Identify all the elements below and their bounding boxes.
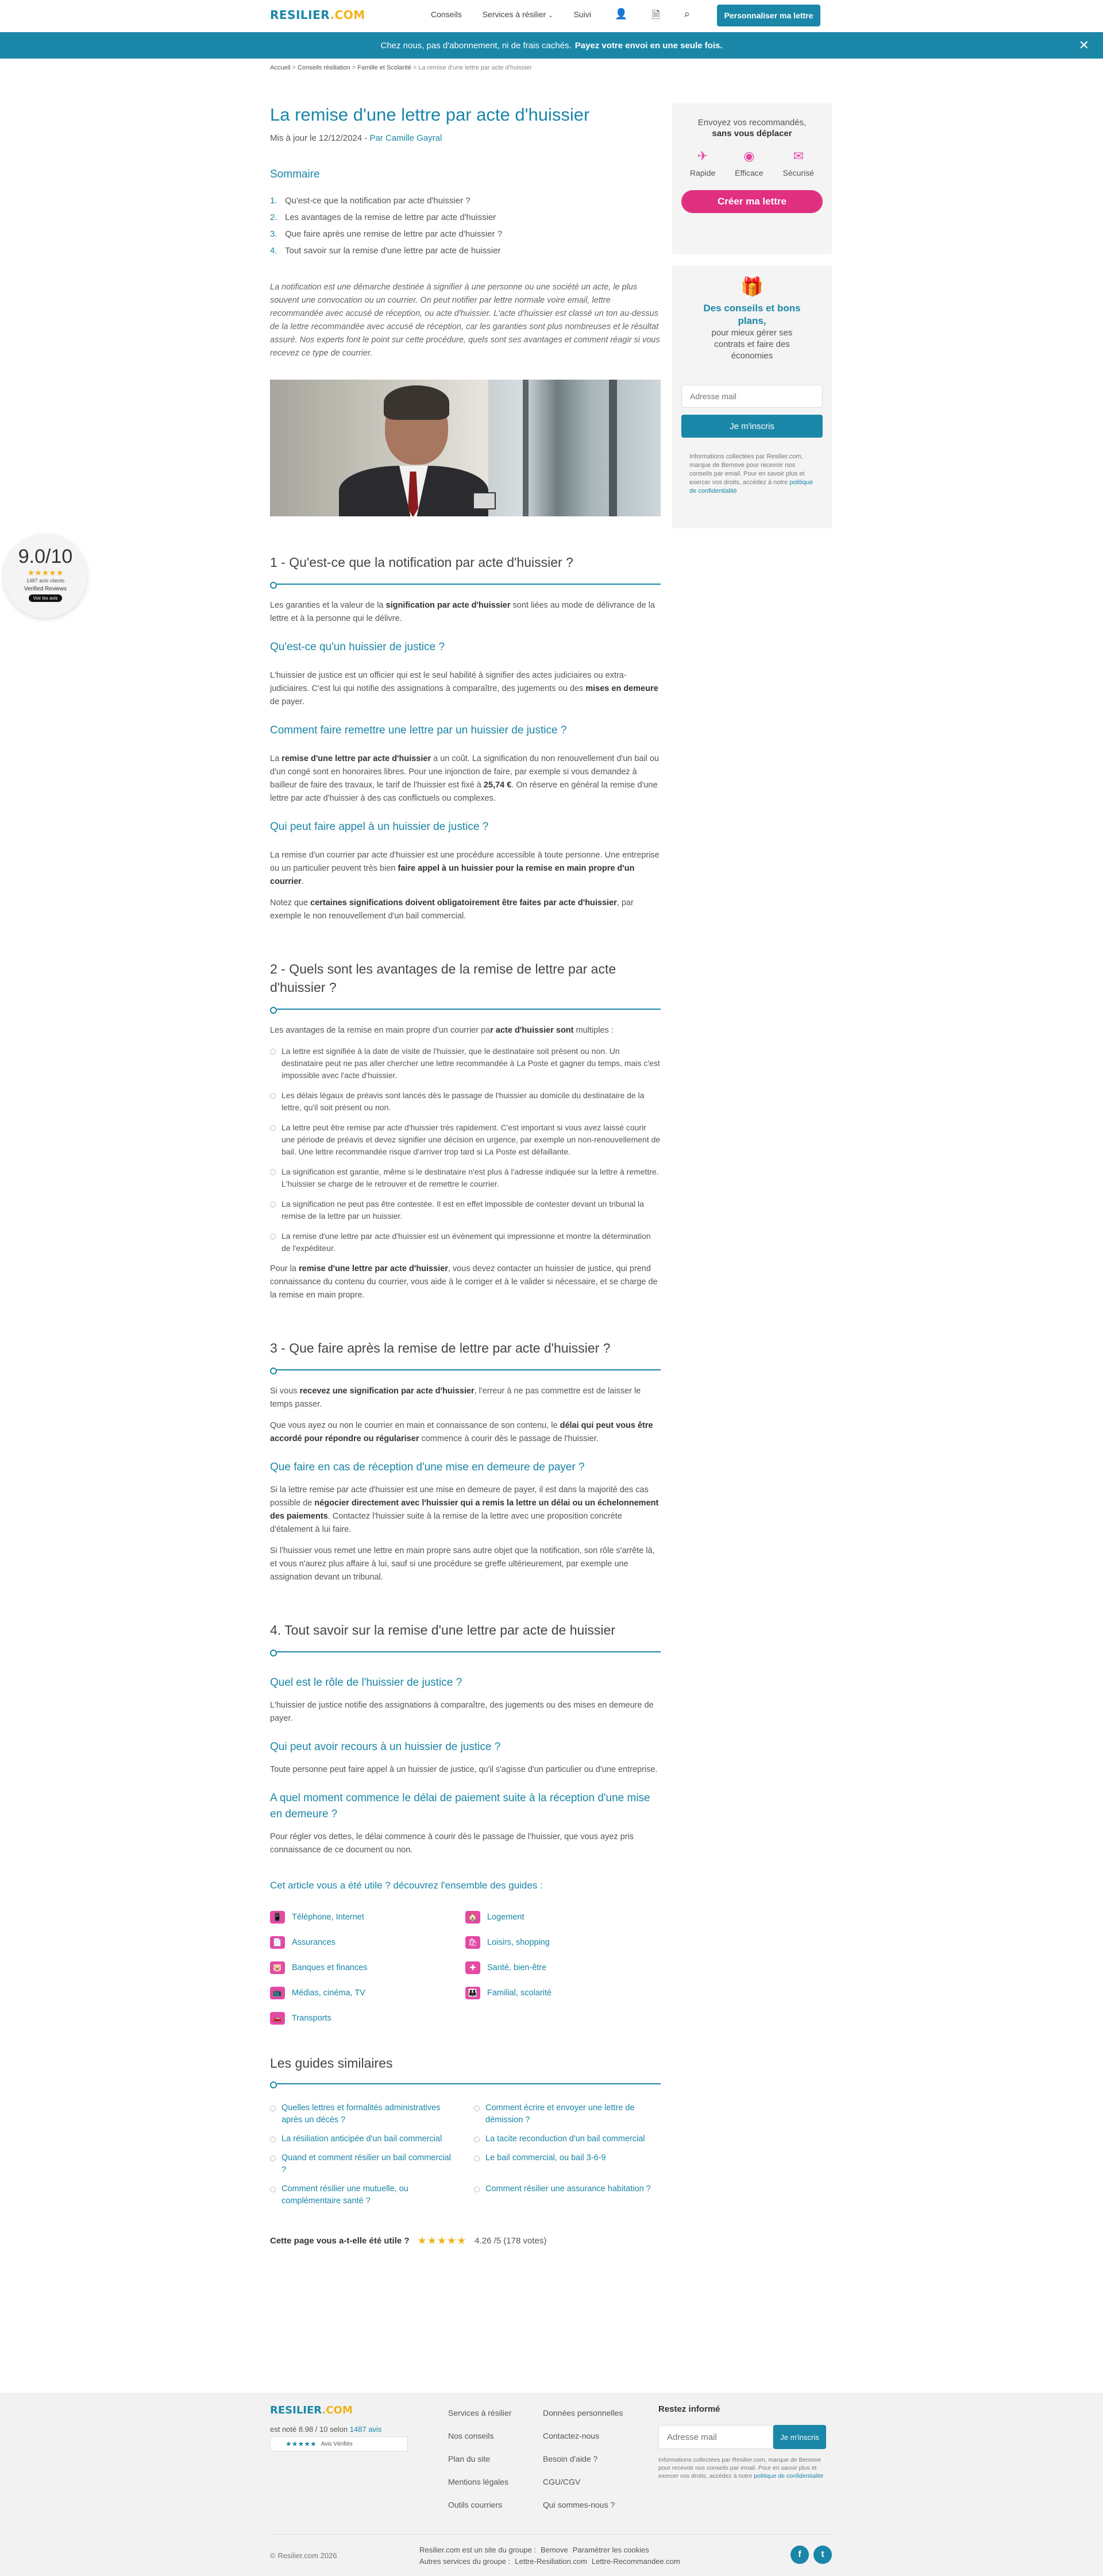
house-icon: 🏠 xyxy=(465,1911,480,1924)
lettre-resiliation-link[interactable]: Lettre-Resiliation.com xyxy=(515,2557,587,2566)
hero-image xyxy=(270,380,661,516)
footer-privacy-link[interactable]: politique de confidentialité xyxy=(754,2473,824,2480)
footer-subscribe-button[interactable]: Je m'inscris xyxy=(773,2425,826,2449)
piggy-bank-icon: 🐷 xyxy=(270,1961,285,1974)
footer-logo[interactable]: RESILIER.COM xyxy=(270,2404,353,2416)
similar-guide-link: Comment résilier une assurance habitation ? xyxy=(474,2183,661,2207)
feature-securise: ✉ Sécurisé xyxy=(782,149,815,177)
nav-services[interactable]: Services à résilier ⌄ xyxy=(482,10,553,19)
subheading: Qui peut avoir recours à un huissier de justice ? xyxy=(270,1741,501,1753)
footer-email-input[interactable] xyxy=(658,2425,773,2449)
privacy-policy-link[interactable]: politique de confidentialité xyxy=(689,479,813,495)
promo-banner xyxy=(0,32,1103,59)
subheading: Comment faire remettre une lettre par un huissier de justice ? xyxy=(270,724,567,736)
review-count: 1487 avis clients xyxy=(26,578,65,584)
breadcrumb-current: La remise d'une lettre par acte d'huissier xyxy=(418,64,532,71)
bemove-link[interactable]: Bemove xyxy=(541,2546,568,2554)
guide-logement[interactable]: 🏠 Logement xyxy=(465,1911,661,1924)
paragraph: Les avantages de la remise en main propre d'un courrier par acte d'huissier sont multiples : xyxy=(270,1026,614,1035)
page-title: La remise d'une lettre par acte d'huissier xyxy=(270,105,590,125)
chevron-down-icon: ⌄ xyxy=(548,13,553,19)
article-intro: La notification est une démarche destinée à signifier à une personne ou une société un acte, le plus souvent une convocation ou un courrier. On peut notifier par lettre normale voire email, lettre recommandée avec accusé de réception, ou acte d'huissier. L'acte d'huissier est classé un ton au-dessus de la lettre recommandée avec accusé de réception, car les garanties sont plus nombreuses et le résultat assuré. Nos experts font le point sur cette procédure, quels sont ses avantages et comment réagir si vous recevez ce type de courrier. xyxy=(270,283,660,358)
search-icon[interactable]: ⌕ xyxy=(684,8,690,20)
paragraph: Si l'huissier vous remet une lettre en main propre sans autre objet que la notification, son rôle s'arrête là, et vous n'aurez plus affaire à lui, sauf si une procédure se greffe ultérieurement, par exemple une assignation devant un tribunal. xyxy=(270,1546,655,1582)
similar-guide-link: Quelles lettres et formalités administratives après un décès ? xyxy=(270,2102,457,2126)
section-4-title: 4. Tout savoir sur la remise d'une lettre par acte de huissier xyxy=(270,1623,615,1637)
create-letter-button[interactable]: Créer ma lettre xyxy=(681,190,823,213)
family-icon: 👪 xyxy=(465,1987,480,1999)
section-divider xyxy=(270,1365,661,1371)
footer-link[interactable]: Outils courriers xyxy=(448,2500,503,2509)
reviews-link[interactable]: 1487 avis xyxy=(349,2425,382,2434)
footer-rating-note: est noté 8.98 / 10 selon 1487 avis xyxy=(270,2425,382,2434)
header-icons xyxy=(615,8,690,25)
twitter-icon[interactable]: t xyxy=(813,2546,832,2564)
footer-legal: Informations collectées par Resilier.com, marque de Bemove pour recevoir nos conseils par email. Pour en savoir plus et exercer vos droits, accédez à notre politique de confidentialité xyxy=(658,2457,824,2480)
footer xyxy=(0,2393,1103,2576)
section-divider xyxy=(270,1005,661,1010)
footer-link[interactable]: Services à résilier xyxy=(448,2408,512,2417)
footer-links-2 xyxy=(543,2407,623,2521)
footer-link[interactable]: Nos conseils xyxy=(448,2431,494,2440)
paragraph: Si vous recevez une signification par acte d'huissier, l'erreur à ne pas commettre est de laisser le temps passer. xyxy=(270,1387,641,1409)
subheading: Que faire en cas de réception d'une mise en demeure de payer ? xyxy=(270,1461,585,1473)
guides-title: Cet article vous a été utile ? découvrez l'ensemble des guides : xyxy=(270,1880,543,1891)
breadcrumb-famille[interactable]: Famille et Scolarité xyxy=(357,64,411,71)
toc-item: 2. Les avantages de la remise de lettre par acte d'huissier xyxy=(270,213,496,222)
banner-bold: Payez votre envoi en une seule fois. xyxy=(574,40,723,51)
footer-link[interactable]: Contactez-nous xyxy=(543,2431,600,2440)
gift-icon: 🎁 xyxy=(741,276,763,297)
breadcrumb-home[interactable]: Accueil xyxy=(270,64,291,71)
footer-newsletter-title: Restez informé xyxy=(658,2404,720,2414)
nav-suivi[interactable]: Suivi xyxy=(573,10,591,19)
footer-link[interactable]: Besoin d'aide ? xyxy=(543,2454,598,2463)
user-icon[interactable]: 👤 xyxy=(615,8,628,20)
similar-guide-link: Quand et comment résilier un bail commercial ? xyxy=(270,2152,457,2176)
subheading: A quel moment commence le délai de paiement suite à la réception d'une mise en demeure ? xyxy=(270,1792,650,1820)
paragraph: Notez que certaines significations doivent obligatoirement être faites par acte d'huissier, par exemple le non renouvellement d'un bail commercial. xyxy=(270,898,634,921)
toc-item: 4. Tout savoir sur la remise d'une lettre par acte de huissier xyxy=(270,246,501,256)
shopping-bag-icon: 🛍 xyxy=(465,1936,480,1949)
nav-conseils[interactable]: Conseils xyxy=(431,10,462,19)
similar-guide-link: Comment résilier une mutuelle, ou complémentaire santé ? xyxy=(270,2183,457,2207)
widget-line2: sans vous déplacer xyxy=(712,129,792,138)
advantages-list xyxy=(270,1045,661,1254)
toc-title: Sommaire xyxy=(270,168,320,180)
rating-question: Cette page vous a-t-elle été utile ? xyxy=(270,2236,410,2246)
review-brand: Verified Reviews xyxy=(24,586,67,592)
verified-reviews-badge[interactable] xyxy=(3,534,87,618)
guide-medias[interactable]: 📺 Médias, cinéma, TV xyxy=(270,1987,465,1999)
widget-line1: Envoyez vos recommandés, xyxy=(697,118,807,128)
guide-telephone[interactable]: 📱 Téléphone, Internet xyxy=(270,1911,465,1924)
list-item: La remise d'une lettre par acte d'huissier est un évènement qui impressionne et montre la détermination de l'expéditeur. xyxy=(270,1230,661,1254)
article-meta: Mis à jour le 12/12/2024 - Par Camille Gayral xyxy=(270,133,442,143)
list-item: La signification ne peut pas être contestée. Il est en effet impossible de contester devant un tribunal la remise de la lettre par un huissier. xyxy=(270,1198,661,1222)
toc-item: 3. Que faire après une remise de lettre par acte d'huissier ? xyxy=(270,229,503,239)
rocket-icon: ✈ xyxy=(697,149,708,163)
main-nav xyxy=(431,10,591,19)
author-link[interactable]: Par Camille Gayral xyxy=(369,133,442,143)
footer-link[interactable]: Qui sommes-nous ? xyxy=(543,2500,615,2509)
document-icon: 📄 xyxy=(270,1936,285,1949)
cart-icon[interactable]: 🗎 xyxy=(651,9,660,21)
list-item: La lettre peut être remise par acte d'huissier très rapidement. C'est important si vous avez laissé courir une période de préavis et devez signifier une décision en urgence, par exemple un non-renouvellement de bail. Une lettre recommandée risque d'arriver trop tard si La Poste est défaillante. xyxy=(270,1122,661,1158)
footer-divider xyxy=(270,2534,833,2535)
similar-guide-link: Comment écrire et envoyer une lettre de démission ? xyxy=(474,2102,661,2126)
guides-grid xyxy=(270,1911,661,2025)
copyright: © Resilier.com 2026 xyxy=(270,2551,337,2560)
newsletter-widget xyxy=(672,265,832,528)
feature-efficace: ◉ Efficace xyxy=(735,149,763,177)
envelope-icon: ✉ xyxy=(793,149,804,163)
view-reviews-button[interactable]: Voir les avis xyxy=(29,594,63,602)
section-2-title: 2 - Quels sont les avantages de la remise de lettre par acte d'huissier ? xyxy=(270,961,616,995)
section-1-title: 1 - Qu'est-ce que la notification par acte d'huissier ? xyxy=(270,555,573,570)
paragraph: Pour régler vos dettes, le délai commence à courir dès le passage de l'huissier, que vous ayez pris connaissance de ce document ou non. xyxy=(270,1832,634,1855)
paragraph: Si la lettre remise par acte d'huissier est une mise en demeure de payer, il est dans la majorité des cas possible de négocier directement avec l'huissier qui a remis la lettre un délai ou un échelonnement des paiements. Contactez l'huissier suite à la remise de la lettre avec une proposition concrète d'étalement à lui faire. xyxy=(270,1485,659,1534)
tv-icon: 📺 xyxy=(270,1987,285,1999)
section-divider xyxy=(270,1647,661,1653)
similar-guides-list xyxy=(270,2102,661,2207)
footer-link[interactable]: Mentions légales xyxy=(448,2477,509,2486)
guide-familial[interactable]: 👪 Familial, scolarité xyxy=(465,1987,661,1999)
paragraph: Les garanties et la valeur de la signification par acte d'huissier sont liées au mode de délivrance de la lettre et à la personne qui le délivre. xyxy=(270,601,655,623)
list-item: La lettre est signifiée à la date de visite de l'huissier, que le destinataire soit présent ou non. Un destinataire peut ne pas aller chercher une lettre recommandée à La Poste et gagner du temps, mais c'est impossible avec l'acte d'huissier. xyxy=(270,1045,661,1082)
guide-sante[interactable]: ✚ Santé, bien-être xyxy=(465,1961,661,1974)
subheading: Quel est le rôle de l'huissier de justice ? xyxy=(270,1677,462,1689)
breadcrumb-conseils[interactable]: Conseils résiliation xyxy=(298,64,350,71)
paragraph: Pour la remise d'une lettre par acte d'huissier, vous devez contacter un huissier de justice, qui prend connaissance du contenu du courrier, vous aide à le corriger et à le valider si nécessaire, et se charge de la remise en main propre. xyxy=(270,1264,658,1300)
table-of-contents xyxy=(270,196,661,256)
feature-rapide: ✈ Rapide xyxy=(689,149,716,177)
paragraph: L'huissier de justice notifie des assignations à comparaître, des jugements ou des mises en demeure de payer. xyxy=(270,1701,654,1723)
target-icon: ◉ xyxy=(743,149,755,163)
article xyxy=(270,103,661,2247)
lettre-recommandee-link[interactable]: Lettre-Recommandee.com xyxy=(591,2557,680,2566)
social-links xyxy=(790,2546,832,2564)
guide-transports[interactable]: 🚗 Transports xyxy=(270,2012,465,2025)
page-rating xyxy=(270,2235,661,2247)
newsletter-email-input[interactable] xyxy=(681,385,823,408)
section-3-title: 3 - Que faire après la remise de lettre par acte d'huissier ? xyxy=(270,1341,611,1355)
similar-guide-link: Le bail commercial, ou bail 3-6-9 xyxy=(474,2152,661,2176)
subheading: Qui peut faire appel à un huissier de justice ? xyxy=(270,821,489,833)
guide-loisirs[interactable]: 🛍 Loisirs, shopping xyxy=(465,1936,661,1949)
rating-value: 4.26 /5 (178 votes) xyxy=(475,2236,547,2246)
guide-banques[interactable]: 🐷 Banques et finances xyxy=(270,1961,465,1974)
footer-link[interactable]: Données personnelles xyxy=(543,2408,623,2417)
similar-guide-link: La résiliation anticipée d'un bail commercial xyxy=(270,2133,457,2145)
banner-text: Chez nous, pas d'abonnement, ni de frais cachés. xyxy=(380,40,572,51)
list-item: Les délais légaux de préavis sont lancés dès le passage de l'huissier au domicile du destinataire de la lettre, qu'il soit présent ou non. xyxy=(270,1090,661,1114)
newsletter-subscribe-button[interactable]: Je m'inscris xyxy=(681,415,823,438)
header xyxy=(0,0,1103,32)
car-icon: 🚗 xyxy=(270,2012,285,2025)
avis-verifies-badge[interactable]: ★★★★★ Avis Vérifiés xyxy=(270,2436,408,2451)
facebook-icon[interactable]: f xyxy=(790,2546,809,2564)
review-score: 9.0/10 xyxy=(18,546,73,567)
health-icon: ✚ xyxy=(465,1961,480,1974)
similar-guide-link: La tacite reconduction d'un bail commercial xyxy=(474,2133,661,2145)
list-item: La signification est garantie, même si le destinataire n'est plus à l'adresse indiquée sur la lettre à remettre. L'huissier se charge de le retrouver et de remettre le courrier. xyxy=(270,1166,661,1190)
newsletter-subtitle: pour mieux gérer ses contrats et faire des économies xyxy=(711,328,793,361)
group-info: Resilier.com est un site du groupe : Bemove Paramétrer les cookies Autres services du groupe : Lettre-Resiliation.com Lettre-Recommandee.com xyxy=(419,2546,680,2566)
toc-item: 1. Qu'est-ce que la notification par acte d'huissier ? xyxy=(270,196,470,206)
footer-link[interactable]: Plan du site xyxy=(448,2454,491,2463)
rating-stars[interactable]: ★★★★★ xyxy=(417,2235,467,2246)
newsletter-title: Des conseils et bons plans, xyxy=(703,303,801,326)
footer-links-1 xyxy=(448,2407,511,2521)
paragraph: La remise d'une lettre par acte d'huissier a un coût. La signification du non renouvellement d'un bail ou d'un congé sont en honoraires libres. Pour une injonction de faire, par exemple si vous demandez à bailleur de faire des travaux, le tarif de l'huissier est fixé à 25,74 €. On réserve en général la remise d'une lettre par acte d'huissier à des cas conflictuels ou complexes. xyxy=(270,754,660,803)
breadcrumb: Accueil > Conseils résiliation > Famille et Scolarité > La remise d'une lettre par acte d'huissier xyxy=(270,64,532,71)
close-icon[interactable]: ✕ xyxy=(1078,38,1089,52)
subheading: Qu'est-ce qu'un huissier de justice ? xyxy=(270,641,445,653)
section-divider xyxy=(270,580,661,585)
paragraph: Toute personne peut faire appel à un huissier de justice, qu'il s'agisse d'un particulier ou d'une entreprise. xyxy=(270,1765,658,1774)
personalize-letter-button[interactable]: Personnaliser ma lettre xyxy=(717,5,820,26)
phone-icon: 📱 xyxy=(270,1911,285,1924)
send-letter-widget xyxy=(672,103,832,254)
paragraph: La remise d'un courrier par acte d'huissier est une procédure accessible à toute personne. Une entreprise ou un particulier peuvent très bien faire appel à un huissier pour la remise en main propre d'un courrier. xyxy=(270,851,660,886)
paragraph: Que vous ayez ou non le courrier en main et connaissance de son contenu, le délai qui peut vous être accordé pour répondre ou régulariser commence à courir dès le passage de l'huissier. xyxy=(270,1421,653,1443)
footer-newsletter xyxy=(658,2404,831,2480)
review-stars: ★★★★★ xyxy=(27,568,64,577)
paragraph: L'huissier de justice est un officier qui est le seul habilité à signifier des actes judiciaires ou extra-judiciaires. C'est lui qui notifie des assignations à comparaître, des jugements ou des mises en demeure de payer. xyxy=(270,671,658,706)
newsletter-legal: Informations collectées par Resilier.com, marque de Bemove pour recevoir nos conseils par email. Pour en savoir plus et exercer vos droits, accédez à notre politique de confidentialité xyxy=(689,453,813,495)
similar-guides-title: Les guides similaires xyxy=(270,2056,393,2071)
cookie-settings-link[interactable]: Paramétrer les cookies xyxy=(572,2546,649,2554)
logo[interactable]: RESILIER.COM xyxy=(270,8,365,22)
section-divider xyxy=(270,2079,661,2085)
footer-link[interactable]: CGU/CGV xyxy=(543,2477,581,2486)
guide-assurances[interactable]: 📄 Assurances xyxy=(270,1936,465,1949)
